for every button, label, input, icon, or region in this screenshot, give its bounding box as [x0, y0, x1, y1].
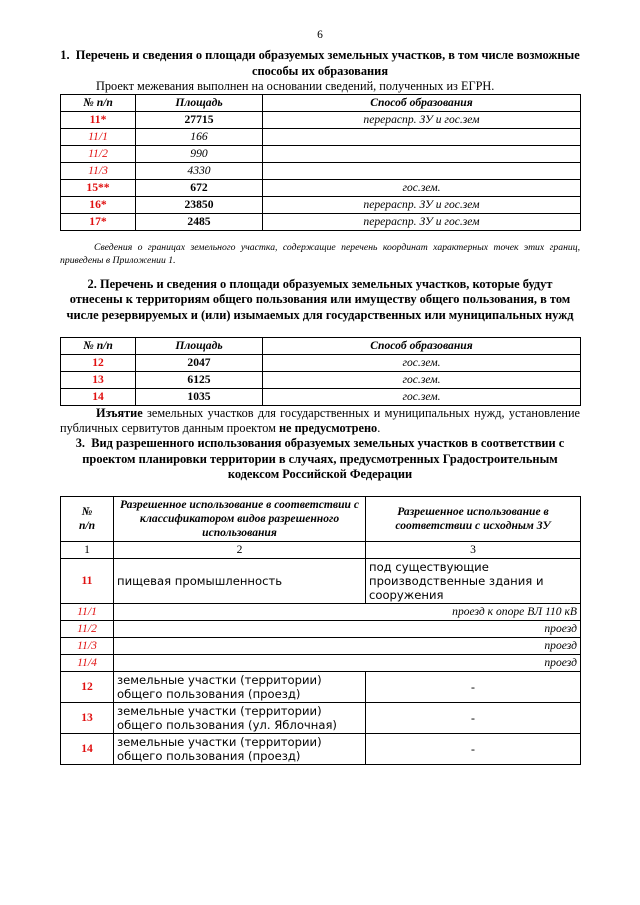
t1-method — [263, 163, 581, 180]
page-number: 6 — [317, 29, 323, 41]
t3-use: земельные участки (территории) общего пользования (проезд) — [114, 671, 366, 702]
t3-id: 11/2 — [61, 620, 114, 637]
t1-area: 166 — [136, 129, 263, 146]
table-3-body — [61, 558, 581, 764]
t1-num: 16* — [61, 197, 136, 214]
t2-header-num: № п/п — [61, 338, 136, 355]
table-row — [61, 355, 581, 372]
t3-use: пищевая промышленность — [114, 558, 366, 603]
t3-orig: - — [366, 733, 581, 764]
section-1-title-text: Перечень и сведения о площади образуемых земельных участков, в том числе возможные способы их образования — [75, 48, 580, 78]
t1-area: 2485 — [136, 214, 263, 231]
section-3-title-text: Вид разрешенного использования образуемых земельных участков в соответствии с проектом планировки территории в случаях, предусмотренных Градостроительным кодексом Российской Федерации — [82, 436, 565, 482]
table-row-header — [61, 338, 581, 355]
table-row — [61, 214, 581, 231]
t1-method: перераспр. ЗУ и гос.зем — [263, 214, 581, 231]
t2-method: гос.зем. — [263, 355, 581, 372]
table-row — [61, 180, 581, 197]
t2-area: 1035 — [136, 389, 263, 406]
t1-num: 11* — [61, 112, 136, 129]
t3-header-num-line2: п/п — [78, 518, 96, 532]
t3-use: земельные участки (территории) общего пользования (ул. Яблочная) — [114, 702, 366, 733]
t2-header-area: Площадь — [136, 338, 263, 355]
paragraph-end-text: . — [377, 421, 381, 436]
t3-header-num — [61, 496, 114, 541]
t3-id: 11/1 — [61, 603, 114, 620]
table-row — [61, 372, 581, 389]
t2-area: 6125 — [136, 372, 263, 389]
paragraph-mid-text: земельных участков для государственных и муниципальных нужд, установление публичных сервитутов данным проектом — [60, 406, 580, 436]
table-row — [61, 654, 581, 671]
table-2-wrapper — [60, 337, 580, 406]
t2-method: гос.зем. — [263, 372, 581, 389]
section-2-title-text: Перечень и сведения о площади образуемых земельных участков, которые будут отнесены к территориям общего пользования или имуществу общего пользования, в том числе резервируемых и (или) изымаемых для государственных или муниципальных нужд — [66, 276, 574, 322]
table-1-body — [61, 112, 581, 231]
section-1-number: 1. — [60, 48, 70, 62]
table-row-colnumbers — [61, 541, 581, 558]
table-row — [61, 163, 581, 180]
t1-area: 990 — [136, 146, 263, 163]
section-2-number: 2. — [87, 276, 97, 291]
paragraph-tail-bold: не предусмотрено — [278, 421, 378, 436]
t1-num: 11/3 — [61, 163, 136, 180]
table-row — [61, 112, 581, 129]
t1-num: 15** — [61, 180, 136, 197]
table-2-body — [61, 355, 581, 406]
t1-method: перераспр. ЗУ и гос.зем — [263, 197, 581, 214]
t3-orig: - — [366, 702, 581, 733]
t3-merged-text: проезд — [114, 620, 581, 637]
table-row — [61, 146, 581, 163]
t2-num: 12 — [61, 355, 136, 372]
t2-header-method: Способ образования — [263, 338, 581, 355]
t1-area: 672 — [136, 180, 263, 197]
t3-id: 12 — [61, 671, 114, 702]
table-areas-formed — [60, 94, 581, 231]
paragraph-lead-bold: Изъятие — [96, 406, 143, 421]
table-public-use-areas — [60, 337, 581, 406]
t3-colnum-1: 1 — [61, 541, 114, 558]
t3-orig: - — [366, 671, 581, 702]
t3-colnum-3: 3 — [366, 541, 581, 558]
t1-method — [263, 146, 581, 163]
t3-merged-text: проезд — [114, 637, 581, 654]
t3-merged-text: проезд — [114, 654, 581, 671]
t1-header-num: № п/п — [61, 95, 136, 112]
section-1-note: Сведения о границах земельного участка, содержащие перечень координат характерных точек этих границ, приведены в Приложении 1. — [60, 242, 580, 266]
t1-method: гос.зем. — [263, 180, 581, 197]
t1-header-method: Способ образования — [263, 95, 581, 112]
t3-colnum-2: 2 — [114, 541, 366, 558]
t3-merged-text: проезд к опоре ВЛ 110 кВ — [114, 603, 581, 620]
t3-use: земельные участки (территории) общего пользования (проезд) — [114, 733, 366, 764]
table-row — [61, 702, 581, 733]
t1-area: 4330 — [136, 163, 263, 180]
t1-method: перераспр. ЗУ и гос.зем — [263, 112, 581, 129]
section-3-number: 3. — [75, 436, 85, 451]
t2-method: гос.зем. — [263, 389, 581, 406]
t3-header-original: Разрешенное использование в соответствии с исходным ЗУ — [366, 496, 581, 541]
table-row — [61, 389, 581, 406]
table-row-header — [61, 95, 581, 112]
t3-id: 11 — [61, 558, 114, 603]
t2-num: 13 — [61, 372, 136, 389]
t2-area: 2047 — [136, 355, 263, 372]
t3-orig: под существующие производственные здания и сооружения — [366, 558, 581, 603]
t1-num: 17* — [61, 214, 136, 231]
t1-num: 11/2 — [61, 146, 136, 163]
table-row — [61, 603, 581, 620]
table-row — [61, 733, 581, 764]
section-2-paragraph — [60, 406, 580, 436]
t1-num: 11/1 — [61, 129, 136, 146]
section-2-title — [60, 277, 580, 324]
table-1-wrapper — [60, 94, 580, 231]
table-row-header — [61, 496, 581, 541]
t1-header-area: Площадь — [136, 95, 263, 112]
section-3-title — [60, 436, 580, 483]
table-row — [61, 620, 581, 637]
t3-id: 14 — [61, 733, 114, 764]
t3-header-num-line1: № — [81, 504, 93, 518]
t3-id: 13 — [61, 702, 114, 733]
t1-area: 27715 — [136, 112, 263, 129]
table-permitted-use — [60, 496, 581, 765]
section-1-title — [60, 48, 580, 79]
t3-id: 11/4 — [61, 654, 114, 671]
t1-area: 23850 — [136, 197, 263, 214]
table-row — [61, 637, 581, 654]
table-row — [61, 671, 581, 702]
t2-num: 14 — [61, 389, 136, 406]
t3-id: 11/3 — [61, 637, 114, 654]
t1-method — [263, 129, 581, 146]
table-3-wrapper — [60, 496, 580, 765]
table-row — [61, 558, 581, 603]
section-1-intro: Проект межевания выполнен на основании сведений, полученных из ЕГРН. — [96, 79, 495, 93]
table-row — [61, 129, 581, 146]
t3-header-classifier: Разрешенное использование в соответствии с классификатором видов разрешенного использования — [114, 496, 366, 541]
table-row — [61, 197, 581, 214]
